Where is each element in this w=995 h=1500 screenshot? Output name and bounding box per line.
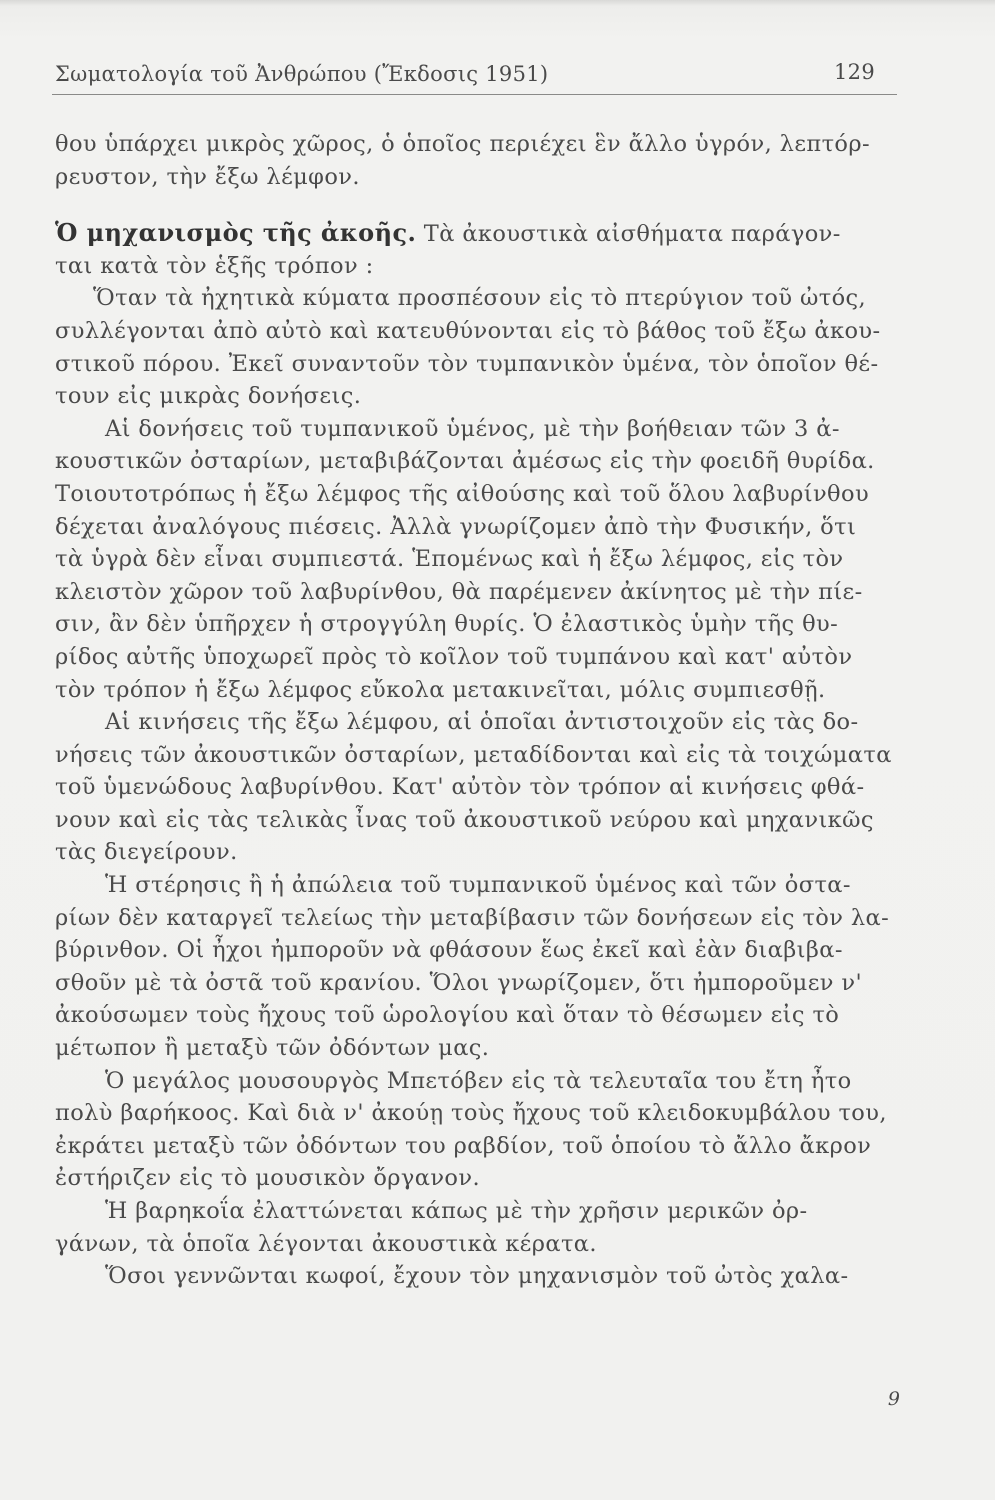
text-line: Αἱ δονήσεις τοῦ τυμπανικοῦ ὑμένος, μὲ τὴν βοήθειαν τῶν 3 ἀ- (105, 415, 840, 442)
section-heading: Ὁ μηχανισμὸς τῆς ἀκοῆς. (55, 218, 417, 248)
text-line: μέτωπον ἢ μεταξὺ τῶν ὀδόντων μας. (55, 1035, 490, 1062)
text-line: κλειστὸν χῶρον τοῦ λαβυρίνθου, θὰ παρέμενεν ἀκίνητος μὲ τὴν πίε- (55, 578, 863, 605)
text-line: τουν εἰς μικρὰς δονήσεις. (55, 383, 362, 410)
text-line: θου ὑπάρχει μικρὸς χῶρος, ὁ ὁποῖος περιέχει ἓν ἄλλο ὑγρόν, λεπτόρ- (55, 131, 871, 157)
text-line: κουστικῶν ὀσταρίων, μεταβιβάζονται ἀμέσως εἰς τὴν φοειδῆ θυρίδα. (55, 448, 875, 475)
text-line: σθοῦν μὲ τὰ ὀστᾶ τοῦ κρανίου. Ὅλοι γνωρίζομεν, ὅτι ἠμποροῦμεν ν' (55, 969, 863, 996)
text-line: πολὺ βαρήκοος. Καὶ διὰ ν' ἀκούῃ τοὺς ἤχους τοῦ κλειδοκυμβάλου του, (55, 1100, 887, 1127)
text-line: ρευστον, τὴν ἔξω λέμφον. (55, 163, 360, 190)
text-line: ἐστήριζεν εἰς τὸ μουσικὸν ὄργανον. (55, 1165, 481, 1192)
text-line: τὰς διεγείρουν. (55, 839, 238, 866)
running-title: Σωματολογία τοῦ Ἀνθρώπου (Ἔκδοσις 1951) (55, 62, 549, 86)
text-line: τὰ ὑγρὰ δὲν εἶναι συμπιεστά. Ἑπομένως καὶ ἡ ἔξω λέμφος, εἰς τὸν (55, 546, 844, 573)
signature-mark: 9 (887, 1388, 900, 1410)
text-line: συλλέγονται ἀπὸ αὐτὸ καὶ κατευθύνονται εἰς τὸ βάθος τοῦ ἔξω ἀκου- (55, 317, 881, 344)
text-line: Ὁ μεγάλος μουσουργὸς Μπετόβεν εἰς τὰ τελευταῖα του ἔτη ἦτο (105, 1067, 852, 1094)
text-line: δέχεται ἀναλόγους πιέσεις. Ἀλλὰ γνωρίζομεν ἀπὸ τὴν Φυσικήν, ὅτι (55, 513, 857, 540)
text-line: Τὰ ἀκουστικὰ αἰσθήματα παράγον- (423, 221, 841, 248)
text-line: ται κατὰ τὸν ἑξῆς τρόπον : (55, 252, 374, 279)
text-line: Ἡ βαρηκοΐα ἐλαττώνεται κάπως μὲ τὴν χρῆσιν μερικῶν ὀρ- (105, 1198, 808, 1224)
text-line: ρίων δὲν καταργεῖ τελείως τὴν μεταβίβασιν τῶν δονήσεων εἰς τὸν λα- (55, 904, 890, 931)
text-line: Αἱ κινήσεις τῆς ἔξω λέμφου, αἱ ὁποῖαι ἀντιστοιχοῦν εἰς τὰς δο- (105, 709, 859, 736)
text-line: ἀκούσωμεν τοὺς ἤχους τοῦ ὡρολογίου καὶ ὅταν τὸ θέσωμεν εἰς τὸ (55, 1002, 840, 1029)
text-line: Τοιουτοτρόπως ἡ ἔξω λέμφος τῆς αἰθούσης καὶ τοῦ ὅλου λαβυρίνθου (55, 480, 870, 507)
page-number: 129 (834, 60, 875, 84)
text-line: Ὅσοι γεννῶνται κωφοί, ἔχουν τὸν μηχανισμὸν τοῦ ὠτὸς χαλα- (105, 1263, 849, 1290)
text-line: τὸν τρόπον ἡ ἔξω λέμφος εὔκολα μετακινεῖται, μόλις συμπιεσθῇ. (55, 676, 826, 703)
section-heading-line (55, 217, 895, 250)
text-line: βύρινθον. Οἱ ἦχοι ἠμποροῦν νὰ φθάσουν ἕως ἐκεῖ καὶ ἐὰν διαβιβα- (55, 937, 843, 964)
text-line: γάνων, τὰ ὁποῖα λέγονται ἀκουστικὰ κέρατα. (55, 1230, 597, 1257)
header-rule (52, 94, 897, 95)
text-line: νουν καὶ εἰς τὰς τελικὰς ἶνας τοῦ ἀκουστικοῦ νεύρου καὶ μηχανικῶς (55, 806, 874, 833)
text-line: ἐκράτει μεταξὺ τῶν ὀδόντων του ραβδίον, τοῦ ὁποίου τὸ ἄλλο ἄκρον (55, 1132, 872, 1159)
text-line: νήσεις τῶν ἀκουστικῶν ὀσταρίων, μεταδίδονται καὶ εἰς τὰ τοιχώματα (55, 741, 892, 768)
text-line: Ὅταν τὰ ἠχητικὰ κύματα προσπέσουν εἰς τὸ πτερύγιον τοῦ ὠτός, (93, 285, 867, 312)
text-line: ρίδος αὐτῆς ὑποχωρεῖ πρὸς τὸ κοῖλον τοῦ τυμπάνου καὶ κατ' αὐτὸν (55, 643, 853, 670)
text-line: στικοῦ πόρου. Ἐκεῖ συναντοῦν τὸν τυμπανικὸν ὑμένα, τὸν ὁποῖον θέ- (55, 350, 879, 377)
text-line: τοῦ ὑμενώδους λαβυρίνθου. Κατ' αὐτὸν τὸν τρόπον αἱ κινήσεις φθά- (55, 774, 865, 801)
body-text (55, 128, 895, 1293)
text-line: Ἡ στέρησις ἢ ἡ ἀπώλεια τοῦ τυμπανικοῦ ὑμένος καὶ τῶν ὀστα- (105, 872, 851, 899)
text-line: σιν, ἂν δὲν ὑπῆρχεν ἡ στρογγύλη θυρίς. Ὁ ἐλαστικὸς ὑμὴν τῆς θυ- (55, 611, 839, 638)
